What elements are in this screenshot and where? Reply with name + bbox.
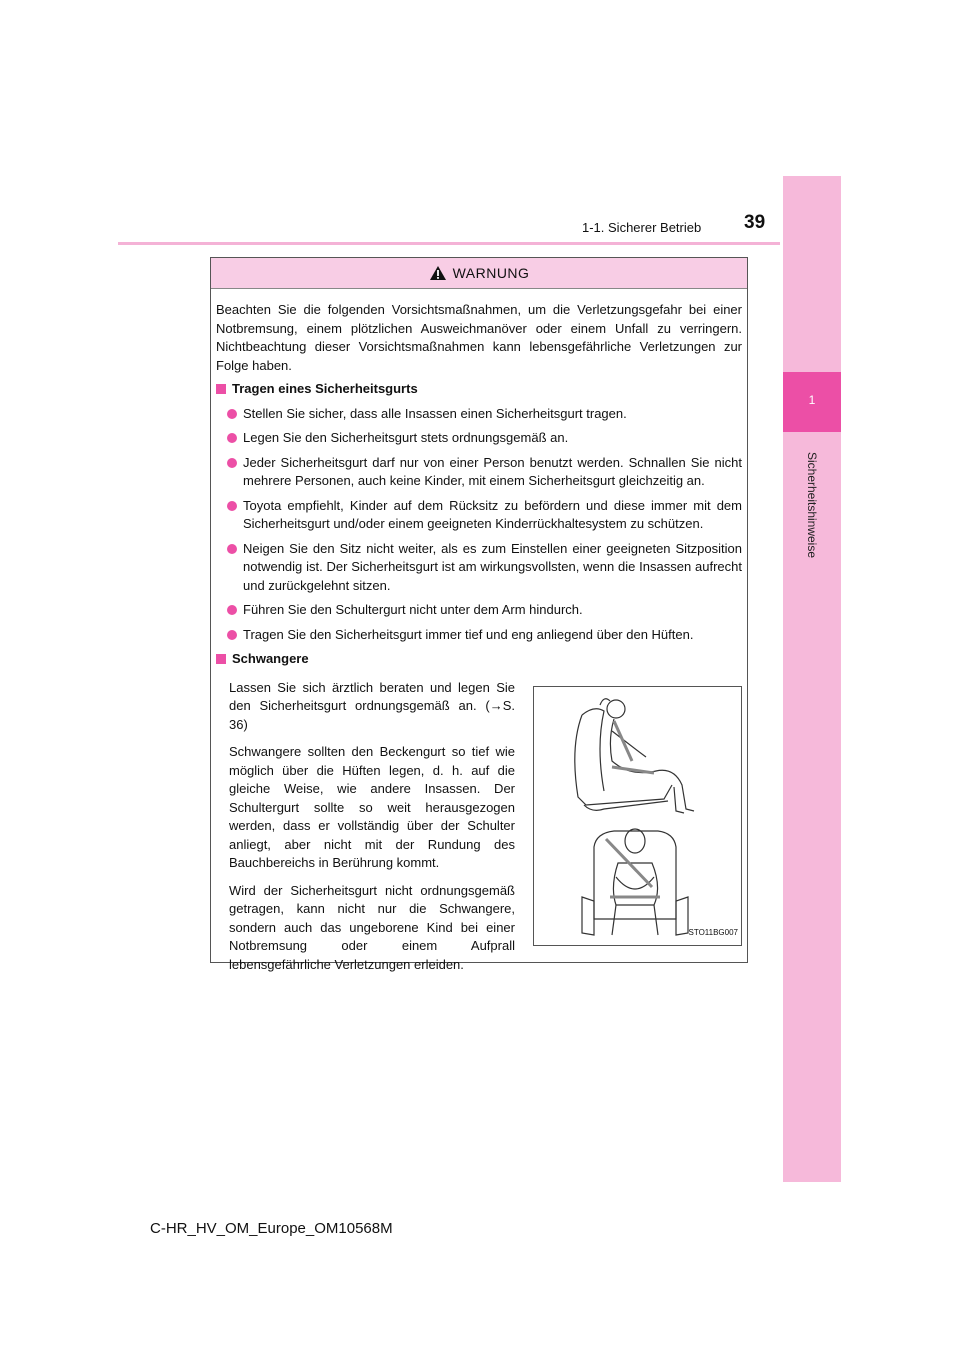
circle-bullet-icon	[227, 433, 237, 443]
list-item: Stellen Sie sicher, dass alle Insassen einen Sicherheitsgurt tragen.	[227, 405, 742, 424]
seatbelt-illustration	[533, 686, 742, 946]
page-number: 39	[744, 212, 766, 233]
pregnant-section	[216, 675, 742, 984]
figure-code: STO11BG007	[688, 928, 738, 937]
subheading-seatbelt: Tragen eines Sicherheitsgurts	[216, 380, 742, 399]
warning-intro: Beachten Sie die folgenden Vorsichtsmaßnahmen, um die Verletzungsgefahr bei einer Notbremsung, einem plötzlichen Ausweichmanöver oder einem Unfall zu verringern. Nichtbeachtung dieser Vorsichtsmaßnahmen kann lebensgefährliche Verletzungen zur Folge haben.	[216, 302, 742, 373]
list-item: Jeder Sicherheitsgurt darf nur von einer Person benutzt werden. Schnallen Sie nicht mehrere Personen, auch keine Kinder, mit einem Sicherheitsgurt gleichzeitig an.	[227, 454, 742, 491]
circle-bullet-icon	[227, 544, 237, 554]
pregnant-seatbelt-illustration	[534, 687, 741, 945]
square-bullet-icon	[216, 384, 226, 394]
warning-box	[210, 257, 748, 972]
list-item: Toyota empfiehlt, Kinder auf dem Rücksitz zu befördern und diese immer mit dem Sicherheitsgurt und/oder einem geeigneten Kinderrückhaltesystem zu schützen.	[227, 497, 742, 534]
square-bullet-icon	[216, 654, 226, 664]
subheading-pregnant: Schwangere	[216, 650, 742, 669]
list-item: Legen Sie den Sicherheitsgurt stets ordnungsgemäß an.	[227, 429, 742, 448]
circle-bullet-icon	[227, 630, 237, 640]
list-item: Neigen Sie den Sitz nicht weiter, als es zum Einstellen einer geeigneten Sitzposition notwendig ist. Der Sicherheitsgurt ist am wirkungsvollsten, wenn die Insassen aufrecht und zurückgelehnt sitzen.	[227, 540, 742, 596]
warning-triangle-icon	[429, 265, 447, 281]
warning-title: WARNUNG	[452, 265, 530, 281]
footer-doc-id: C-HR_HV_OM_Europe_OM10568M	[150, 1220, 393, 1237]
pregnant-paragraph: Schwangere sollten den Beckengurt so tief wie möglich über die Hüften legen, d. h. auf die gleiche Weise, wie andere Insassen. Der Schultergurt sollte so weit herausgezogen werden, dass er vollständig über der Schulter anliegt, aber nicht mit der Rundung des Bauchbereichs in Berührung kommt.	[229, 744, 515, 870]
warning-header	[211, 258, 747, 289]
circle-bullet-icon	[227, 458, 237, 468]
pregnant-paragraph: Lassen Sie sich ärztlich beraten und legen Sie den Sicherheitsgurt ordnungsgemäß an. (→S. 36)	[229, 679, 515, 732]
chapter-label: Sicherheitshinweise	[805, 451, 819, 559]
circle-bullet-icon	[227, 409, 237, 419]
chapter-tab[interactable]	[783, 372, 841, 432]
side-tab	[783, 176, 841, 1182]
circle-bullet-icon	[227, 501, 237, 511]
list-item: Tragen Sie den Sicherheitsgurt immer tief und eng anliegend über den Hüften.	[227, 626, 742, 645]
pregnant-paragraph: Wird der Sicherheitsgurt nicht ordnungsgemäß getragen, kann nicht nur die Schwangere, sondern auch das ungeborene Kind bei einer Notbremsung oder einem Aufprall lebensgefährliche Verletzungen erleiden.	[229, 882, 515, 972]
pregnant-text	[216, 675, 515, 984]
warning-body	[211, 289, 747, 983]
chapter-number: 1	[808, 393, 816, 407]
circle-bullet-icon	[227, 605, 237, 615]
list-item: Führen Sie den Schultergurt nicht unter dem Arm hindurch.	[227, 601, 742, 620]
header-divider	[118, 242, 780, 245]
section-title: 1-1. Sicherer Betrieb	[582, 220, 702, 235]
